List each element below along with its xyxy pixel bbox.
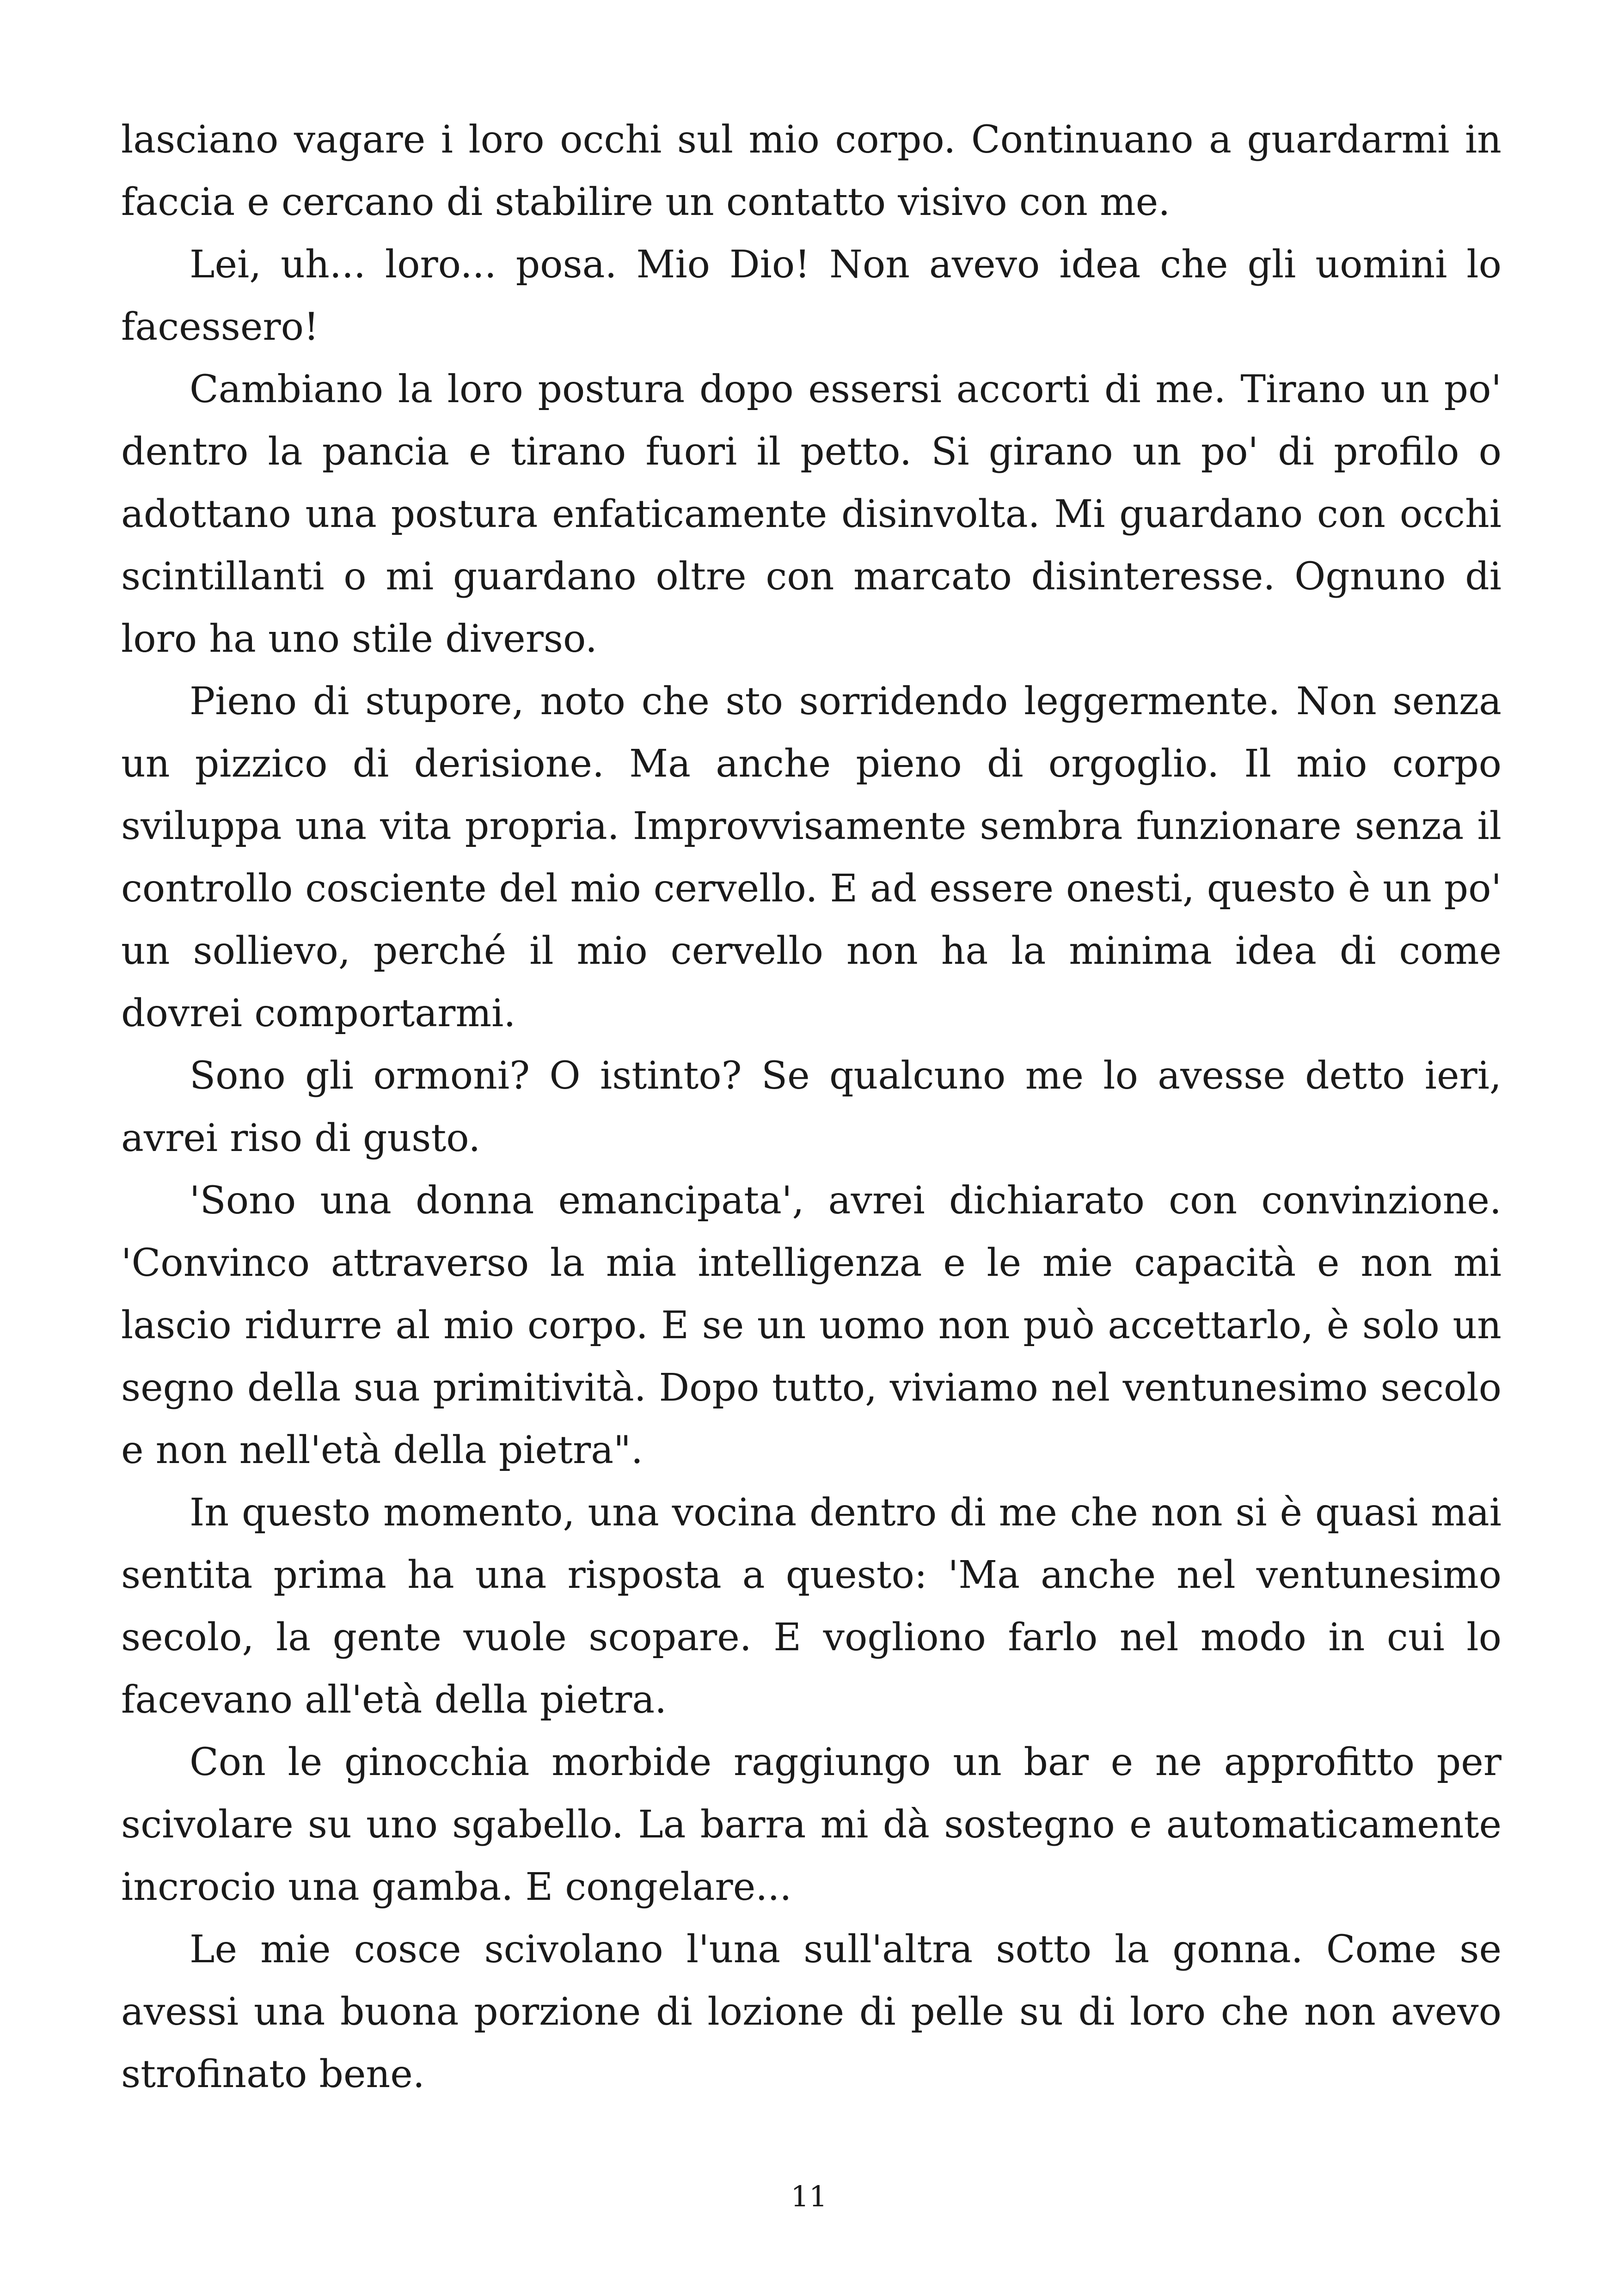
paragraph: Con le ginocchia morbide raggiungo un bar e ne approfitto per scivolare su uno sgabello. La barra mi dà sostegno e automaticamente incrocio una gamba. E congelare...: [121, 1740, 1502, 1909]
paragraph: Sono gli ormoni? O istinto? Se qualcuno me lo avesse detto ieri, avrei riso di gusto.: [121, 1054, 1502, 1160]
paragraph: lasciano vagare i loro occhi sul mio corpo. Continuano a guardarmi in faccia e cercano di stabilire un contatto visivo con me.: [121, 118, 1502, 224]
paragraph: 'Sono una donna emancipata', avrei dichiarato con convinzione. 'Convinco attraverso la mia intelligenza e le mie capacità e non mi lascio ridurre al mio corpo. E se un uomo non può accettarlo, è solo un segno della sua primitività. Dopo tutto, viviamo nel ventunesimo secolo e non nell'età della pietra".: [121, 1179, 1502, 1472]
paragraph: Pieno di stupore, noto che sto sorridendo leggermente. Non senza un pizzico di derisione. Ma anche pieno di orgoglio. Il mio corpo sviluppa una vita propria. Improvvisamente sembra funzionare senza il controllo cosciente del mio cervello. E ad essere onesti, questo è un po' un sollievo, perché il mio cervello non ha la minima idea di come dovrei comportarmi.: [121, 680, 1502, 1035]
paragraph: Lei, uh... loro... posa. Mio Dio! Non avevo idea che gli uomini lo facessero!: [121, 243, 1502, 349]
paragraph: In questo momento, una vocina dentro di me che non si è quasi mai sentita prima ha una risposta a questo: 'Ma anche nel ventunesimo secolo, la gente vuole scopare. E vogliono farlo nel modo in cui lo facevano all'età della pietra.: [121, 1491, 1502, 1722]
page-number: 11: [791, 2180, 827, 2213]
paragraph: Cambiano la loro postura dopo essersi accorti di me. Tirano un po' dentro la pancia e tirano fuori il petto. Si girano un po' di profilo o adottano una postura enfaticamente disinvolta. Mi guardano con occhi scintillanti o mi guardano oltre con marcato disinteresse. Ognuno di loro ha uno stile diverso.: [121, 367, 1502, 661]
paragraph: Le mie cosce scivolano l'una sull'altra sotto la gonna. Come se avessi una buona porzione di lozione di pelle su di loro che non avevo strofinato bene.: [121, 1928, 1502, 2096]
body-text: [121, 109, 1502, 2106]
